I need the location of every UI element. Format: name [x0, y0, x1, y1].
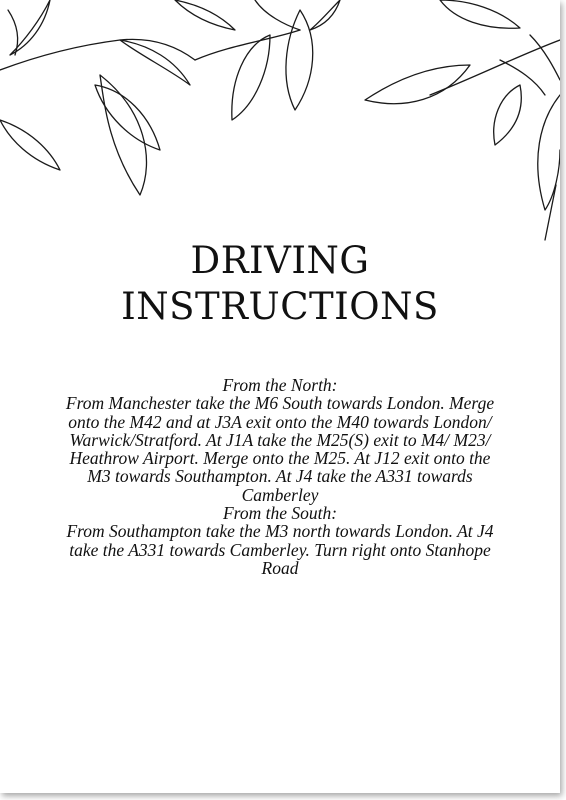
leaf-stem [195, 30, 300, 60]
leaf [8, 10, 18, 55]
leaf [286, 10, 313, 110]
title-line-1: DRIVING [190, 239, 370, 282]
south-heading: From the South: [222, 503, 338, 524]
leaf [100, 75, 147, 195]
leaf [95, 85, 160, 150]
north-directions: From Manchester take the M6 South towards London. Merge onto the M42 and at J3A exit onto the M40 towards London/ Warwick/Stratford. At J1A take the M25(S) exit to M4/ M23/ Heathrow Airport. Merge onto the M25. At J12 exit onto the M3 towards Southampton. At J4 take the A331 towards Camberley [65, 393, 495, 505]
title-line-2: INSTRUCTIONS [121, 285, 439, 328]
leaf [120, 40, 190, 85]
north-heading: From the North: [222, 375, 338, 395]
leaf [232, 35, 270, 120]
leaf [175, 0, 235, 30]
leaf [440, 0, 520, 28]
leaf [545, 185, 556, 240]
leaf [500, 60, 545, 95]
instructions-body [60, 376, 500, 577]
leaf [0, 120, 60, 170]
south-directions: From Southampton take the M3 north towards London. At J4 take the A331 towards Camberley. Turn right onto Stanhope Road [66, 521, 494, 578]
leaf-stem [0, 39, 195, 70]
leaf [494, 85, 522, 145]
leaf [310, 0, 340, 30]
page-title [0, 238, 560, 330]
leaf-illustration [0, 0, 560, 250]
leaf [538, 95, 560, 210]
